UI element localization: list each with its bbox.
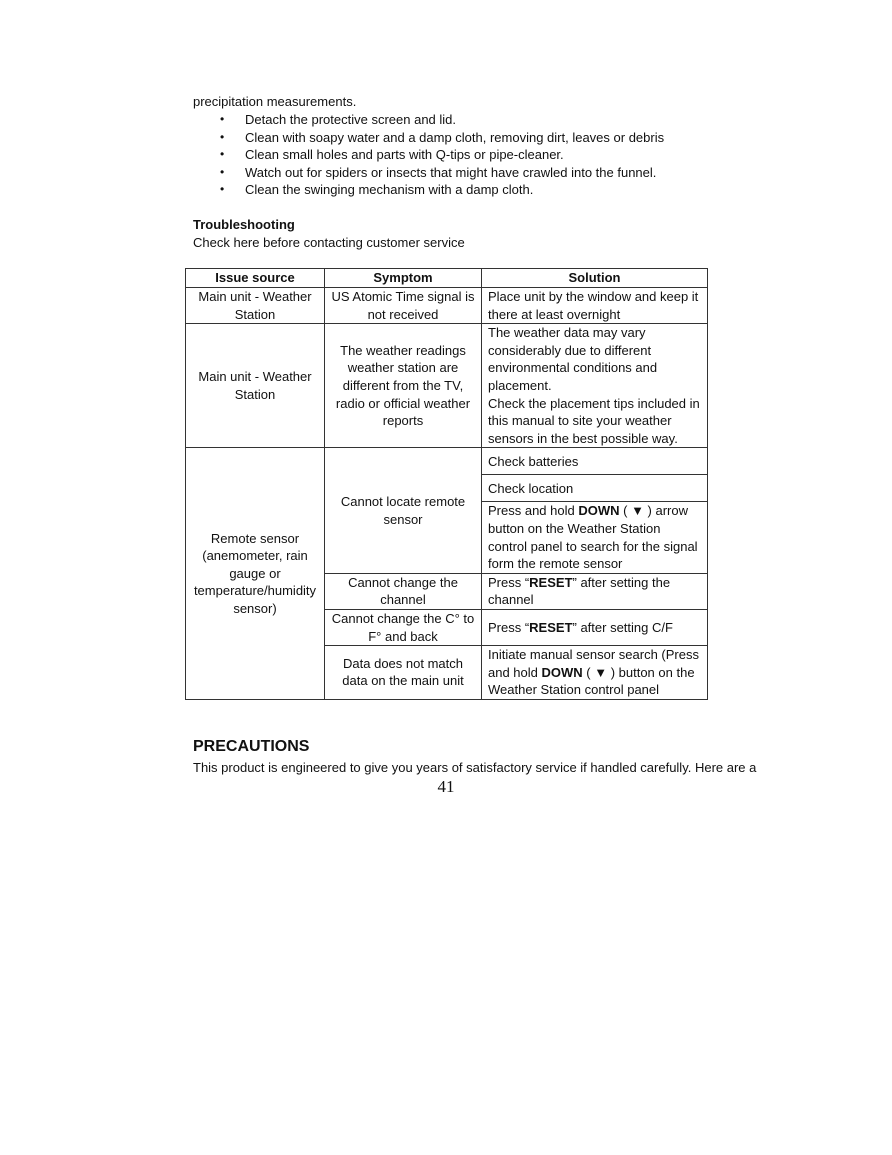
bullet-icon: • — [220, 112, 225, 126]
list-item-text: Clean small holes and parts with Q-tips or pipe-cleaner. — [245, 147, 564, 162]
key-name: DOWN — [578, 503, 620, 519]
symptom-cell: Data does not match data on the main unit — [325, 646, 482, 700]
solution-text: Press “ — [488, 619, 530, 635]
solution-cell — [482, 502, 708, 573]
solution-text: The weather data may vary considerably due to different environmental conditions and placement. — [488, 325, 658, 393]
solution-text: ” after setting the channel — [488, 574, 671, 608]
symptom-cell: US Atomic Time signal is not received — [325, 288, 482, 324]
list-item — [193, 129, 664, 147]
bullet-icon: • — [220, 147, 225, 161]
solution-text: Initiate manual sensor search (Press and hold — [488, 647, 699, 680]
table-row — [186, 324, 708, 448]
list-item-text: Detach the protective screen and lid. — [245, 112, 457, 127]
troubleshooting-table — [185, 268, 708, 700]
cleaning-steps-list — [193, 111, 664, 199]
header-solution: Solution — [482, 269, 708, 288]
header-symptom: Symptom — [325, 269, 482, 288]
list-item — [193, 111, 664, 129]
symptom-cell: Cannot change the C° to F° and back — [325, 609, 482, 645]
list-item — [193, 181, 664, 199]
issue-source-cell: Remote sensor (anemometer, rain gauge or temperature/humidity sensor) — [186, 448, 325, 700]
symptom-cell: Cannot change the channel — [325, 573, 482, 609]
page-number: 41 — [437, 777, 455, 796]
solution-cell — [482, 609, 708, 645]
issue-source-cell: Main unit - Weather Station — [186, 288, 325, 324]
solution-cell: Check batteries — [482, 448, 708, 475]
intro-text: precipitation measurements. — [193, 94, 357, 109]
solution-text: ” after setting C/F — [572, 619, 673, 635]
bullet-icon: • — [220, 129, 225, 144]
solution-cell — [482, 324, 708, 448]
header-issue-source: Issue source — [186, 269, 325, 288]
precautions-heading: PRECAUTIONS — [193, 738, 310, 755]
list-item-text: Watch out for spiders or insects that might have crawled into the funnel. — [245, 164, 657, 180]
solution-text: Press “ — [488, 574, 530, 590]
precautions-text: This product is engineered to give you years of satisfactory service if handled carefully. Here are a — [193, 760, 757, 775]
solution-text: Check the placement tips included in this manual to site your weather sensors in the best possible way. — [488, 395, 700, 446]
list-item-text: Clean with soapy water and a damp cloth, removing dirt, leaves or debris — [245, 129, 665, 145]
solution-text: Press and hold — [488, 503, 579, 519]
key-name: RESET — [529, 619, 573, 635]
list-item — [193, 146, 664, 164]
symptom-cell: Cannot locate remote sensor — [325, 448, 482, 573]
table-row — [186, 448, 708, 475]
bullet-icon: • — [220, 164, 225, 179]
issue-source-cell: Main unit - Weather Station — [186, 324, 325, 448]
key-name: RESET — [529, 574, 573, 590]
solution-cell: Place unit by the window and keep it there at least overnight — [482, 288, 708, 324]
bullet-icon: • — [220, 182, 225, 196]
solution-cell — [482, 646, 708, 700]
list-item-text: Clean the swinging mechanism with a damp cloth. — [245, 182, 534, 197]
table-row — [186, 288, 708, 324]
key-name: DOWN — [541, 664, 583, 680]
table-header-row — [186, 269, 708, 288]
troubleshooting-heading: Troubleshooting — [193, 217, 295, 232]
list-item — [193, 164, 664, 182]
solution-text: ( ▼ ) arrow button on the Weather Station control panel to search for the signal form the remote sensor — [488, 503, 698, 572]
solution-cell — [482, 573, 708, 609]
solution-text: ( ▼ ) button on the Weather Station control panel — [488, 664, 695, 698]
symptom-cell: The weather readings weather station are different from the TV, radio or official weather reports — [325, 324, 482, 448]
troubleshooting-subtitle: Check here before contacting customer service — [193, 235, 465, 250]
solution-cell: Check location — [482, 475, 708, 502]
